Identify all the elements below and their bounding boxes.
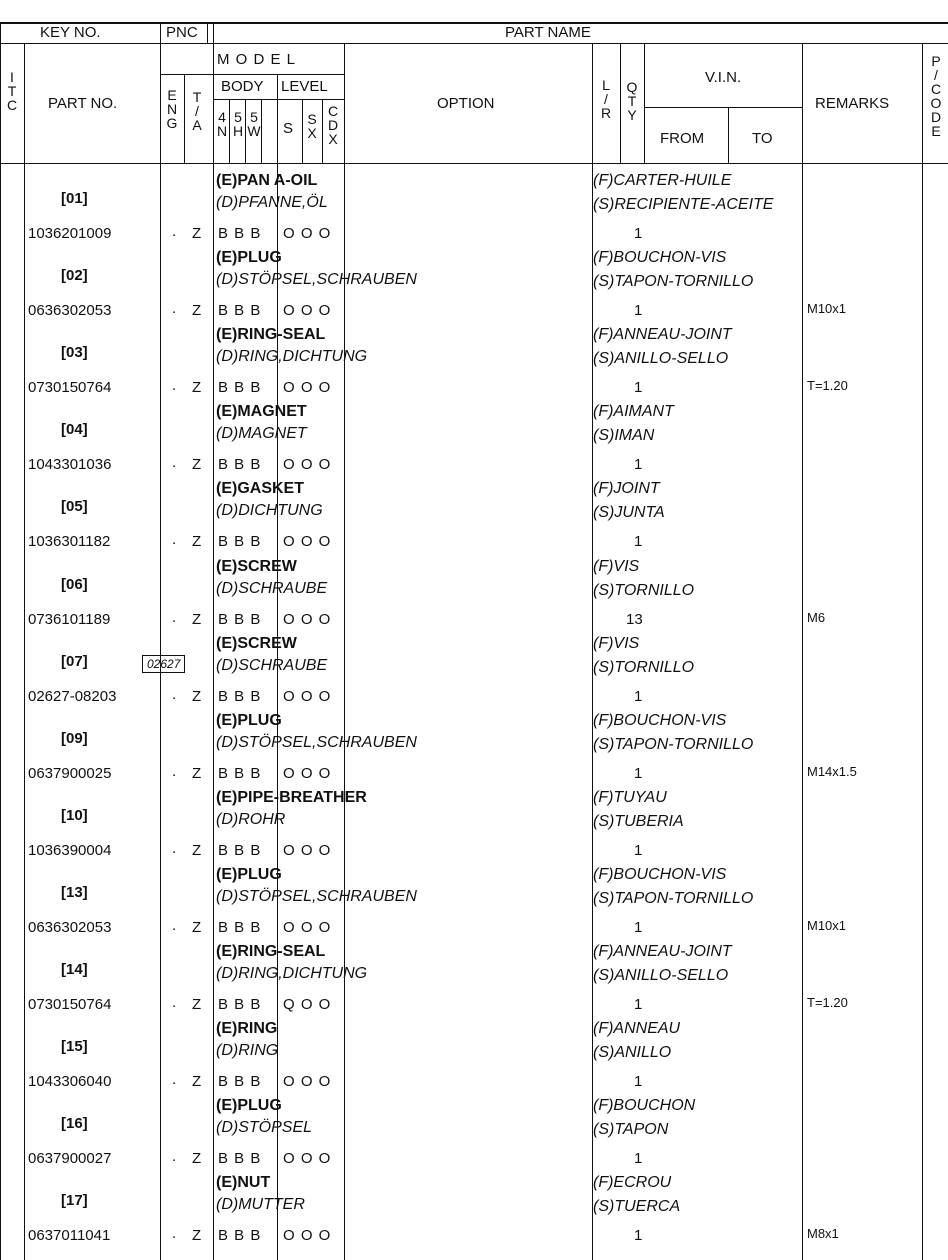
part-name-es: (S)JUNTA [593,504,665,522]
key-no: [13] [61,883,88,901]
part-name-es: (S)IMAN [593,427,655,445]
itc-dot: . [172,916,177,934]
qty-value: 1 [634,379,643,397]
level-codes: O O O [283,841,332,859]
part-no: 1043306040 [28,1073,112,1091]
part-no: 0730150764 [28,379,112,397]
ta-value: Z [192,533,202,551]
part-name-de: (D)MUTTER [216,1196,305,1214]
header-level: LEVEL [281,78,328,95]
header-remarks: REMARKS [815,95,890,112]
part-name-en: (E)GASKET [216,480,304,498]
level-codes: O O O [283,1073,332,1091]
part-no: 0636302053 [28,918,112,936]
level-codes: O O O [283,687,332,705]
part-name-de: (D)STÖPSEL,SCHRAUBEN [216,887,417,905]
part-name-fr: (F)TUYAU [593,788,667,806]
part-name-es: (S)TAPON [593,1121,669,1139]
body-codes: B B B [218,610,262,628]
part-name-de: (D)STÖPSEL [216,1119,313,1137]
remarks-value: M10x1 [807,301,847,317]
part-no: 02627-08203 [28,687,117,705]
body-codes: B B B [218,841,262,859]
part-name-es: (S)ANILLO-SELLO [593,967,729,984]
body-codes: B B B [218,456,262,474]
part-no: 1036390004 [28,841,112,859]
part-no: 0637900025 [28,764,112,782]
part-name-de: (D)PFANNE,ÖL [216,194,328,211]
qty-value: 1 [634,1150,643,1168]
part-name-de: (D)RING,DICHTUNG [216,965,368,982]
qty-value: 1 [634,918,643,936]
header-ta: T / A [192,89,202,133]
header-pcode: P / C O D E [930,53,942,139]
itc-dot: . [172,994,177,1011]
part-name-es: (S)TORNILLO [593,581,695,599]
qty-value: 1 [634,687,643,705]
header-eng: E N G [166,87,178,131]
body-codes: B B B [218,687,262,705]
qty-value: 1 [634,996,643,1013]
ta-value: Z [192,379,202,397]
key-no: [01] [61,190,88,207]
key-no: [06] [61,575,88,593]
header-from: FROM [660,130,705,147]
part-name-es: (S)ANILLO [593,1044,672,1062]
part-name-en: (E)PLUG [216,249,282,267]
remarks-value: M14x1.5 [807,763,857,779]
part-no: 1036201009 [28,225,112,242]
part-name-en: (E)PLUG [216,711,282,729]
header-qty: Q T Y [626,79,638,123]
ta-value: Z [192,1150,202,1168]
part-name-fr: (F)JOINT [593,480,660,498]
body-codes: B B B [218,379,262,397]
ta-value: Z [192,918,202,936]
qty-value: 13 [626,610,643,628]
ta-value: Z [192,610,202,628]
part-name-es: (S)ANILLO-SELLO [593,350,729,368]
part-name-fr: (F)ANNEAU [593,1020,681,1038]
qty-value: 1 [634,456,643,474]
header-model: M O D E L [217,51,297,68]
remarks-value: M6 [807,609,826,625]
part-name-en: (E)PLUG [216,1097,282,1115]
body-codes: B B B [218,1227,262,1245]
ta-value: Z [192,225,202,242]
itc-dot: . [172,300,177,318]
qty-value: 1 [634,764,643,782]
header-level-sx: S X [307,111,317,141]
header-body-5h: 5 H [232,109,244,139]
qty-value: 1 [634,302,643,320]
part-name-en: (E)PAN A-OIL [216,172,318,189]
part-name-fr: (F)ANNEAU-JOINT [593,943,732,960]
part-name-de: (D)MAGNET [216,425,307,443]
level-codes: Q O O [283,996,332,1013]
itc-dot: . [172,1071,177,1089]
header-body-5w: 5 W [247,109,261,139]
part-no: 0637900027 [28,1150,112,1168]
qty-value: 1 [634,533,643,551]
key-no: [09] [61,729,88,747]
part-name-es: (S)TAPON-TORNILLO [593,735,754,753]
itc-dot: . [172,685,177,703]
qty-value: 1 [634,841,643,859]
part-name-de: (D)RING,DICHTUNG [216,348,368,366]
ta-value: Z [192,996,202,1013]
body-codes: B B B [218,225,262,242]
header-level-s: S [283,120,294,137]
part-name-en: (E)NUT [216,1174,271,1192]
part-name-de: (D)SCHRAUBE [216,579,328,597]
part-name-fr: (F)BOUCHON-VIS [593,249,727,267]
level-codes: O O O [283,302,332,320]
part-no: 1043301036 [28,456,112,474]
key-no: [03] [61,344,88,362]
body-codes: B B B [218,996,262,1013]
itc-dot: . [172,839,177,857]
header-vin: V.I.N. [705,69,742,86]
level-codes: O O O [283,918,332,936]
header-itc: I T C [6,69,18,113]
part-no: 0730150764 [28,996,112,1013]
key-no: [07] [61,652,88,670]
header-body: BODY [221,78,264,95]
header-pnc: PNC [166,24,198,41]
itc-dot: . [172,223,177,240]
body-codes: B B B [218,1150,262,1168]
level-codes: O O O [283,379,332,397]
body-codes: B B B [218,918,262,936]
header-part-no: PART NO. [48,95,118,112]
part-name-fr: (F)VIS [593,634,640,652]
level-codes: O O O [283,610,332,628]
ta-value: Z [192,302,202,320]
key-no: [10] [61,806,88,824]
pnc-code: 02627 [142,655,185,673]
ta-value: Z [192,687,202,705]
key-no: [15] [61,1038,88,1056]
part-name-fr: (F)BOUCHON [593,1097,696,1115]
itc-dot: . [172,762,177,780]
key-no: [16] [61,1115,88,1133]
part-name-de: (D)STÖPSEL,SCHRAUBEN [216,271,417,289]
header-option: OPTION [437,95,495,112]
part-name-en: (E)PLUG [216,865,282,883]
level-codes: O O O [283,225,332,242]
part-name-fr: (F)BOUCHON-VIS [593,711,727,729]
key-no: [05] [61,498,88,516]
body-codes: B B B [218,764,262,782]
part-no: 0636302053 [28,302,112,320]
key-no: [14] [61,961,88,978]
part-name-en: (E)PIPE-BREATHER [216,788,367,806]
part-name-fr: (F)AIMANT [593,403,674,421]
level-codes: O O O [283,764,332,782]
itc-dot: . [172,1225,177,1243]
body-codes: B B B [218,533,262,551]
level-codes: O O O [283,1227,332,1245]
part-no: 0637011041 [28,1227,111,1245]
part-name-de: (D)ROHR [216,810,286,828]
remarks-value: M8x1 [807,1226,839,1242]
part-name-fr: (F)VIS [593,557,640,575]
remarks-value: T=1.20 [807,995,848,1010]
part-name-es: (S)TUBERIA [593,812,684,830]
level-codes: O O O [283,533,332,551]
remarks-value: M10x1 [807,917,847,933]
part-name-de: (D)SCHRAUBE [216,656,328,674]
part-name-en: (E)RING [216,1020,278,1038]
part-name-en: (E)SCREW [216,634,297,652]
part-name-de: (D)RING [216,1042,279,1060]
part-name-fr: (F)ECROU [593,1174,672,1192]
header-part-name: PART NAME [505,24,591,41]
ta-value: Z [192,1227,202,1245]
level-codes: O O O [283,456,332,474]
itc-dot: . [172,531,177,549]
part-name-en: (E)RING-SEAL [216,326,326,344]
ta-value: Z [192,1073,202,1091]
part-name-de: (D)DICHTUNG [216,502,323,520]
header-to: TO [752,130,773,147]
body-codes: B B B [218,1073,262,1091]
part-name-es: (S)TUERCA [593,1198,681,1216]
header-lr: L / R [600,77,612,121]
qty-value: 1 [634,225,643,242]
key-no: [02] [61,267,88,285]
qty-value: 1 [634,1227,643,1245]
part-name-es: (S)TAPON-TORNILLO [593,273,754,291]
part-name-en: (E)SCREW [216,557,297,575]
key-no: [04] [61,421,88,439]
body-codes: B B B [218,302,262,320]
key-no: [17] [61,1192,88,1210]
part-name-de: (D)STÖPSEL,SCHRAUBEN [216,733,417,751]
part-name-es: (S)TAPON-TORNILLO [593,889,754,907]
header-key-no: KEY NO. [40,24,101,41]
part-name-en: (E)RING-SEAL [216,943,326,960]
itc-dot: . [172,1148,177,1166]
remarks-value: T=1.20 [807,378,848,394]
part-no: 0736101189 [28,610,111,628]
part-name-es: (S)RECIPIENTE-ACEITE [593,196,774,213]
part-name-fr: (F)BOUCHON-VIS [593,865,727,883]
part-name-fr: (F)ANNEAU-JOINT [593,326,732,344]
ta-value: Z [192,841,202,859]
part-no: 1036301182 [28,533,111,551]
header-body-4n: 4 N [216,109,228,139]
itc-dot: . [172,608,177,626]
itc-dot: . [172,377,177,395]
ta-value: Z [192,764,202,782]
part-name-es: (S)TORNILLO [593,658,695,676]
level-codes: O O O [283,1150,332,1168]
header-level-cdx: C D X [327,103,339,147]
ta-value: Z [192,456,202,474]
qty-value: 1 [634,1073,643,1091]
part-name-fr: (F)CARTER-HUILE [593,172,732,189]
part-name-en: (E)MAGNET [216,403,307,421]
itc-dot: . [172,454,177,472]
